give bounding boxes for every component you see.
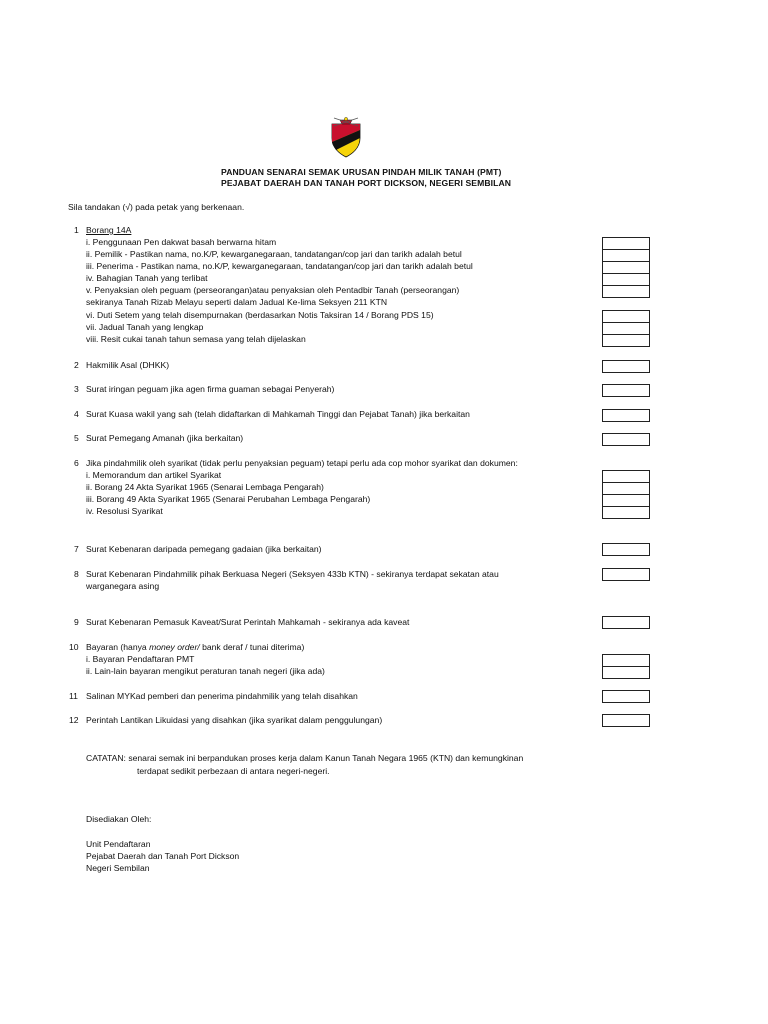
item-6-sub-ii: ii. Borang 24 Akta Syarikat 1965 (Senarai Lembaga Pengarah) [86,482,324,492]
item-1-sub-ii: ii. Pemilik - Pastikan nama, no.K/P, kewarganegaraan, tandatangan/cop jari dan tarikh adalah betul [86,249,462,259]
checkbox-4[interactable] [602,409,650,422]
item-5-number: 5 [74,433,79,443]
checkbox-7[interactable] [602,543,650,556]
state-crest-logo [328,116,364,158]
item-3-text: Surat iringan peguam jika agen firma guaman sebagai Penyerah) [86,384,335,394]
item-1-sub-vi: vi. Duti Setem yang telah disempurnakan (berdasarkan Notis Taksiran 14 / Borang PDS 15) [86,310,434,320]
item-2-text: Hakmilik Asal (DHKK) [86,360,170,370]
item-10-sub-i: i. Bayaran Pendaftaran PMT [86,654,195,664]
item-1-sub-i: i. Penggunaan Pen dakwat basah berwarna hitam [86,237,277,247]
checkbox-10-ii[interactable] [602,666,650,679]
prepared-by-office: Pejabat Daerah dan Tanah Port Dickson [86,851,240,861]
checkbox-8[interactable] [602,568,650,581]
checkbox-1-viii[interactable] [602,334,650,347]
item-12-number: 12 [69,715,79,725]
checkbox-12[interactable] [602,714,650,727]
item-9-text: Surat Kebenaran Pemasuk Kaveat/Surat Perintah Mahkamah - sekiranya ada kaveat [86,617,410,627]
item-3-number: 3 [74,384,79,394]
item-2-number: 2 [74,360,79,370]
note-line-1: CATATAN: senarai semak ini berpandukan proses kerja dalam Kanun Tanah Negara 1965 (KTN) dan kemungkinan [86,753,524,763]
item-6-sub-iii: iii. Borang 49 Akta Syarikat 1965 (Senarai Perubahan Lembaga Pengarah) [86,494,371,504]
item-4-text: Surat Kuasa wakil yang sah (telah didaftarkan di Mahkamah Tinggi dan Pejabat Tanah) jika berkaitan [86,409,470,419]
item-6-number: 6 [74,458,79,468]
note-line-2: terdapat sedikit perbezaan di antara negeri-negeri. [137,766,330,776]
item-1-sub-v-cont: sekiranya Tanah Rizab Melayu seperti dalam Jadual Ke-lima Seksyen 211 KTN [86,297,388,307]
item-1-sub-vii: vii. Jadual Tanah yang lengkap [86,322,204,332]
item-7-text: Surat Kebenaran daripada pemegang gadaian (jika berkaitan) [86,544,322,554]
prepared-by-label: Disediakan Oleh: [86,814,152,824]
item-6-sub-iv: iv. Resolusi Syarikat [86,506,163,516]
checkbox-9[interactable] [602,616,650,629]
checkbox-6-iv[interactable] [602,506,650,519]
item-1-sub-v: v. Penyaksian oleh peguam (perseorangan)atau penyaksian oleh Pentadbir Tanah (perseorangan) [86,285,460,295]
page-title-line1: PANDUAN SENARAI SEMAK URUSAN PINDAH MILIK TANAH (PMT) [221,167,502,177]
item-1-sub-iii: iii. Penerima - Pastikan nama, no.K/P, kewarganegaraan, tandatangan/cop jari dan tarikh adalah betul [86,261,473,271]
instruction-text: Sila tandakan (√) pada petak yang berkenaan. [68,202,245,212]
checkbox-3[interactable] [602,384,650,397]
item-12-text: Perintah Lantikan Likuidasi yang disahkan (jika syarikat dalam penggulungan) [86,715,383,725]
item-1-sub-viii: viii. Resit cukai tanah tahun semasa yang telah dijelaskan [86,334,306,344]
checkbox-11[interactable] [602,690,650,703]
checkbox-2[interactable] [602,360,650,373]
prepared-by-unit: Unit Pendaftaran [86,839,151,849]
item-8-number: 8 [74,569,79,579]
item-10-text-c: bank deraf / tunai diterima) [199,642,305,652]
item-8-text-cont: warganegara asing [86,581,160,591]
prepared-by-state: Negeri Sembilan [86,863,150,873]
item-10-text [86,642,304,653]
item-11-text: Salinan MYKad pemberi dan penerima pindahmilik yang telah disahkan [86,691,358,701]
item-7-number: 7 [74,544,79,554]
page-title-line2: PEJABAT DAERAH DAN TANAH PORT DICKSON, NEGERI SEMBILAN [221,178,512,188]
item-4-number: 4 [74,409,79,419]
item-10-text-a: Bayaran (hanya [86,642,150,652]
checkbox-1-v[interactable] [602,285,650,298]
item-6-text: Jika pindahmilik oleh syarikat (tidak perlu penyaksian peguam) tetapi perlu ada cop mohor syarikat dan dokumen: [86,458,518,468]
item-9-number: 9 [74,617,79,627]
item-1-title: Borang 14A [86,225,132,235]
item-11-number: 11 [69,691,78,701]
item-10-text-money-order: money order/ [149,642,200,652]
item-6-sub-i: i. Memorandum dan artikel Syarikat [86,470,222,480]
item-5-text: Surat Pemegang Amanah (jika berkaitan) [86,433,244,443]
item-10-number: 10 [69,642,79,652]
item-8-text: Surat Kebenaran Pindahmilik pihak Berkuasa Negeri (Seksyen 433b KTN) - sekiranya terdapat sekatan atau [86,569,499,579]
item-1-number: 1 [74,225,79,235]
item-10-sub-ii: ii. Lain-lain bayaran mengikut peraturan tanah negeri (jika ada) [86,666,325,676]
checkbox-5[interactable] [602,433,650,446]
item-1-sub-iv: iv. Bahagian Tanah yang terlibat [86,273,208,283]
